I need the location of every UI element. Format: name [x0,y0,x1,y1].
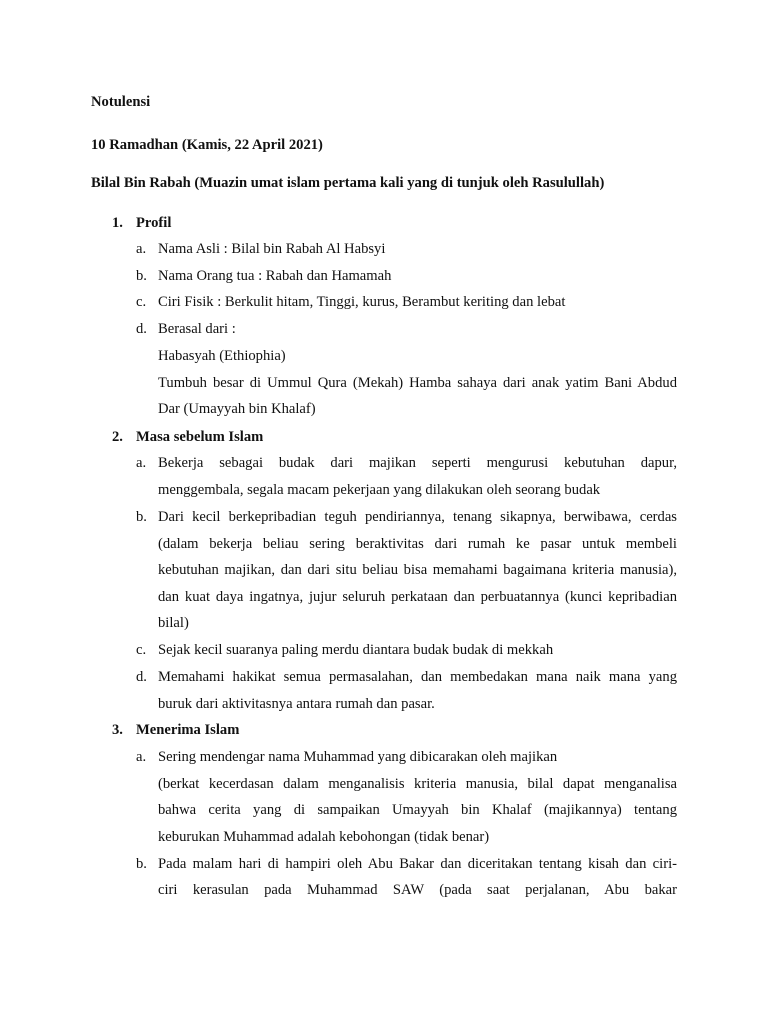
item-text: menggembala, segala macam pekerjaan yang dilakukan oleh seorang budak [158,482,601,498]
item-text: Bekerja sebagai budak dari majikan seperti mengurusi kebutuhan dapur, [158,455,677,471]
item-letter: d. [136,669,147,685]
item-text: ciri kerasulan pada Muhammad SAW (pada saat perjalanan, Abu bakar [158,882,677,898]
item-text: Dari kecil berkepribadian teguh pendiriannya, tenang sikapnya, berwibawa, cerdas [158,509,677,525]
item-text: bilal) [158,615,189,631]
section-number: 2. [112,429,123,445]
meeting-date: 10 Ramadhan (Kamis, 22 April 2021) [91,137,323,153]
section-heading: Profil [136,215,172,231]
item-text: Nama Orang tua : Rabah dan Hamamah [158,268,392,284]
item-text: keburukan Muhammad adalah kebohongan (tidak benar) [158,829,490,845]
item-text: Dar (Umayyah bin Khalaf) [158,401,316,417]
document-title: Notulensi [91,94,151,110]
item-letter: b. [136,509,147,525]
item-text: kebutuhan majikan, dan dari situ beliau bisa memahami bagaimana kriteria manusia), [158,562,677,578]
item-text: Ciri Fisik : Berkulit hitam, Tinggi, kurus, Berambut keriting dan lebat [158,294,566,310]
item-text: Nama Asli : Bilal bin Rabah Al Habsyi [158,241,386,257]
item-letter: b. [136,268,147,284]
item-letter: c. [136,642,147,658]
meeting-subject: Bilal Bin Rabah (Muazin umat islam pertama kali yang di tunjuk oleh Rasulullah) [91,175,605,191]
item-text: Tumbuh besar di Ummul Qura (Mekah) Hamba sahaya dari anak yatim Bani Abdud [158,375,677,391]
item-letter: d. [136,321,147,337]
item-text: Pada malam hari di hampiri oleh Abu Bakar dan diceritakan tentang kisah dan ciri- [158,856,677,872]
item-text: Sejak kecil suaranya paling merdu diantara budak budak di mekkah [158,642,554,658]
section-heading: Masa sebelum Islam [136,429,264,445]
section-number: 1. [112,215,123,231]
item-text: buruk dari aktivitasnya antara rumah dan pasar. [158,696,435,712]
item-letter: a. [136,241,147,257]
item-letter: a. [136,455,147,471]
item-letter: c. [136,294,147,310]
item-text: (berkat kecerdasan dalam menganalisis kriteria manusia, bilal dapat menganalisa [158,776,677,792]
item-text: bahwa cerita yang di sampaikan Umayyah bin Khalaf (majikannya) tentang [158,802,677,818]
item-text: (dalam bekerja beliau sering beraktivitas dari rumah ke pasar untuk membeli [158,536,677,552]
item-text: dan kuat daya ingatnya, jujur seluruh perkataan dan perbuatannya (kunci kepribadian [158,589,677,605]
item-letter: b. [136,856,147,872]
item-text: Sering mendengar nama Muhammad yang dibicarakan oleh majikan [158,749,558,765]
item-text: Berasal dari : [158,321,236,337]
item-text: Memahami hakikat semua permasalahan, dan membedakan mana naik mana yang [158,669,677,685]
item-text: Habasyah (Ethiophia) [158,348,286,364]
section-number: 3. [112,722,123,738]
section-heading: Menerima Islam [136,722,240,738]
item-letter: a. [136,749,147,765]
